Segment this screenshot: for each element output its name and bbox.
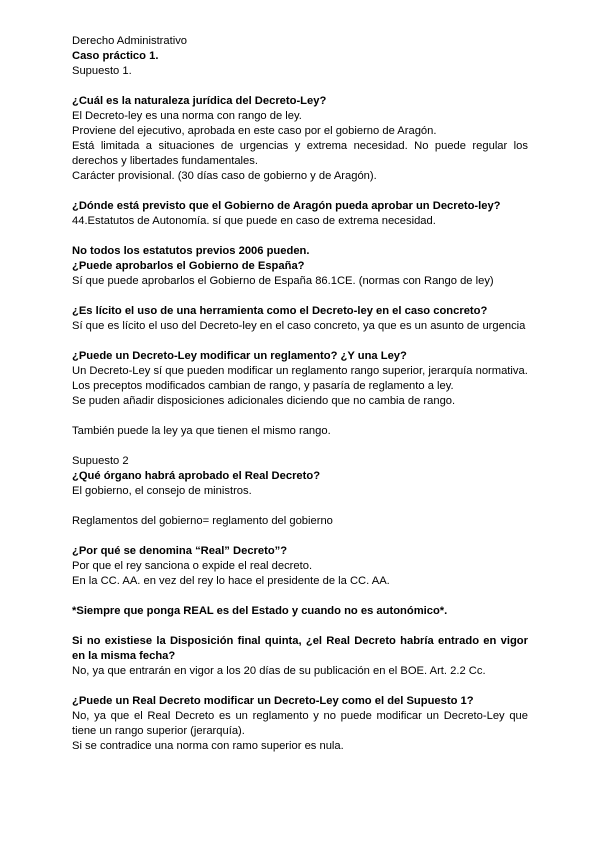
question-3: ¿Puede aprobarlos el Gobierno de España? [72, 260, 305, 272]
question-8: Si no existiese la Disposición final quinta, ¿el Real Decreto habría entrado en vigor en la misma fecha? [72, 635, 528, 662]
case-title: Caso práctico 1. [72, 50, 159, 62]
question-7: ¿Por qué se denomina “Real” Decreto”? [72, 545, 288, 557]
question-1: ¿Cuál es la naturaleza jurídica del Decreto-Ley? [72, 95, 327, 107]
answer-3: Sí que puede aprobarlos el Gobierno de España 86.1CE. (normas con Rango de ley) [72, 275, 494, 287]
answer-7-line-1: Por que el rey sanciona o expide el real decreto. [72, 560, 313, 572]
question-4: ¿Es lícito el uso de una herramienta como el Decreto-ley en el caso concreto? [72, 305, 488, 317]
document-header: Derecho Administrativo [72, 35, 188, 47]
answer-1-line-3: Está limitada a situaciones de urgencias y extrema necesidad. No puede regular los derechos y libertades fundamentales. [72, 140, 528, 167]
question-9: ¿Puede un Real Decreto modificar un Decreto-Ley como el del Supuesto 1? [72, 695, 474, 707]
answer-4: Sí que es lícito el uso del Decreto-ley en el caso concreto, ya que es un asunto de urgencia [72, 320, 526, 332]
answer-1-line-4: Carácter provisional. (30 días caso de gobierno y de Aragón). [72, 170, 377, 182]
answer-8: No, ya que entrarán en vigor a los 20 días de su publicación en el BOE. Art. 2.2 Cc. [72, 665, 486, 677]
answer-5-line-1: Un Decreto-Ley sí que pueden modificar un reglamento rango superior, jerarquía normativa. [72, 365, 528, 377]
answer-1-line-2: Proviene del ejecutivo, aprobada en este caso por el gobierno de Aragón. [72, 125, 437, 137]
answer-9-line-2: Si se contradice una norma con ramo superior es nula. [72, 740, 344, 752]
supuesto-1-label: Supuesto 1. [72, 65, 132, 77]
answer-9-line-1: No, ya que el Real Decreto es un reglamento y no puede modificar un Decreto-Ley que tiene un rango superior (jerarquía). [72, 710, 528, 737]
supuesto-2-label: Supuesto 2 [72, 455, 129, 467]
answer-6-extra: Reglamentos del gobierno= reglamento del gobierno [72, 515, 333, 527]
answer-1-line-1: El Decreto-ley es una norma con rango de ley. [72, 110, 302, 122]
answer-5-line-2: Los preceptos modificados cambian de rango, y pasaría de reglamento a ley. [72, 380, 454, 392]
answer-6: El gobierno, el consejo de ministros. [72, 485, 252, 497]
question-5: ¿Puede un Decreto-Ley modificar un reglamento? ¿Y una Ley? [72, 350, 407, 362]
note-real: *Siempre que ponga REAL es del Estado y cuando no es autonómico*. [72, 605, 448, 617]
answer-5-extra: También puede la ley ya que tienen el mismo rango. [72, 425, 331, 437]
question-6: ¿Qué órgano habrá aprobado el Real Decreto? [72, 470, 321, 482]
question-2: ¿Dónde está previsto que el Gobierno de Aragón pueda aprobar un Decreto-ley? [72, 200, 501, 212]
answer-2: 44.Estatutos de Autonomía. sí que puede en caso de extrema necesidad. [72, 215, 436, 227]
answer-7-line-2: En la CC. AA. en vez del rey lo hace el presidente de la CC. AA. [72, 575, 390, 587]
answer-5-line-3: Se puden añadir disposiciones adicionales diciendo que no cambia de rango. [72, 395, 456, 407]
note-estatutos: No todos los estatutos previos 2006 pueden. [72, 245, 310, 257]
